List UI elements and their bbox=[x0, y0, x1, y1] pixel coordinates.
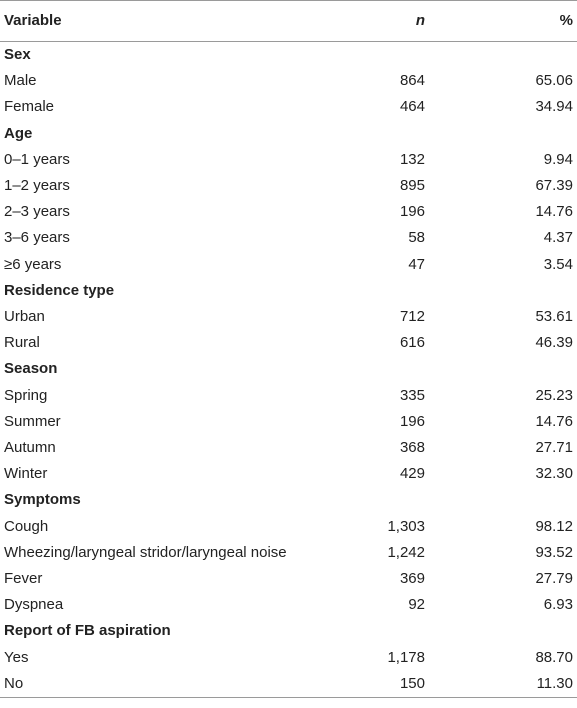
table-row bbox=[0, 383, 577, 409]
section-header-row bbox=[0, 618, 577, 644]
row-percent: 27.71 bbox=[535, 439, 573, 457]
empty-cell bbox=[334, 121, 429, 147]
table-row bbox=[0, 68, 577, 94]
table-row bbox=[0, 671, 577, 698]
row-percent: 4.37 bbox=[543, 229, 573, 247]
row-label: Winter bbox=[4, 465, 48, 483]
empty-cell bbox=[429, 487, 577, 513]
row-label: Male bbox=[4, 72, 37, 90]
section-header-row bbox=[0, 42, 577, 69]
row-count: 132 bbox=[399, 150, 425, 168]
row-percent: 32.30 bbox=[535, 465, 573, 483]
row-percent: 46.39 bbox=[535, 334, 573, 352]
row-count: 1,178 bbox=[387, 648, 425, 666]
row-count: 712 bbox=[399, 308, 425, 326]
row-label: Female bbox=[4, 98, 55, 116]
row-label: No bbox=[0, 671, 334, 698]
empty-cell bbox=[334, 618, 429, 644]
table-row bbox=[0, 540, 577, 566]
row-label: Summer bbox=[4, 412, 61, 430]
section-header-row bbox=[0, 278, 577, 304]
section-title: Report of FB aspiration bbox=[4, 622, 171, 640]
empty-cell bbox=[334, 278, 429, 304]
table-row bbox=[0, 461, 577, 487]
table-row bbox=[0, 199, 577, 225]
row-percent: 53.61 bbox=[535, 308, 573, 326]
row-label: 2–3 years bbox=[4, 203, 70, 221]
empty-cell bbox=[429, 42, 577, 69]
table-row bbox=[0, 566, 577, 592]
section-title: Season bbox=[4, 360, 58, 378]
row-label: ≥6 years bbox=[4, 255, 62, 273]
row-label: Yes bbox=[4, 648, 29, 666]
table-row bbox=[0, 225, 577, 251]
row-count: 864 bbox=[399, 72, 425, 90]
row-percent: 65.06 bbox=[535, 72, 573, 90]
section-header-row bbox=[0, 121, 577, 147]
row-label: Rural bbox=[4, 334, 40, 352]
row-percent: 98.12 bbox=[535, 517, 573, 535]
row-label: Autumn bbox=[4, 439, 56, 457]
row-percent: 14.76 bbox=[535, 203, 573, 221]
empty-cell bbox=[429, 121, 577, 147]
table-row bbox=[0, 147, 577, 173]
table-header-row bbox=[0, 1, 577, 42]
header-variable: Variable bbox=[0, 1, 334, 42]
row-percent: 67.39 bbox=[535, 177, 573, 195]
row-percent: 27.79 bbox=[535, 570, 573, 588]
row-percent: 93.52 bbox=[535, 543, 573, 561]
row-label: 1–2 years bbox=[4, 177, 70, 195]
row-count: 335 bbox=[399, 386, 425, 404]
row-count: 429 bbox=[399, 465, 425, 483]
section-title: Residence type bbox=[4, 281, 115, 299]
row-count: 150 bbox=[334, 671, 429, 698]
row-percent: 9.94 bbox=[543, 150, 573, 168]
row-count: 1,303 bbox=[387, 517, 425, 535]
table-row bbox=[0, 173, 577, 199]
row-count: 47 bbox=[408, 255, 425, 273]
row-percent: 34.94 bbox=[535, 98, 573, 116]
row-label: 3–6 years bbox=[4, 229, 70, 247]
section-title: Age bbox=[4, 124, 33, 142]
row-count: 369 bbox=[399, 570, 425, 588]
row-label: Urban bbox=[4, 308, 45, 326]
section-title: Sex bbox=[4, 46, 31, 63]
row-percent: 11.30 bbox=[429, 671, 577, 698]
row-percent: 25.23 bbox=[535, 386, 573, 404]
empty-cell bbox=[334, 42, 429, 69]
row-percent: 3.54 bbox=[543, 255, 573, 273]
empty-cell bbox=[334, 487, 429, 513]
table-row bbox=[0, 94, 577, 120]
row-count: 196 bbox=[399, 203, 425, 221]
header-n: n bbox=[334, 1, 429, 42]
table-row bbox=[0, 435, 577, 461]
row-count: 616 bbox=[399, 334, 425, 352]
table-row bbox=[0, 304, 577, 330]
row-label: Fever bbox=[4, 570, 43, 588]
table-body bbox=[0, 42, 577, 698]
section-title: Symptoms bbox=[4, 491, 81, 509]
row-label: Dyspnea bbox=[4, 596, 64, 614]
header-percent: % bbox=[429, 1, 577, 42]
row-count: 196 bbox=[399, 412, 425, 430]
empty-cell bbox=[429, 356, 577, 382]
table-row bbox=[0, 252, 577, 278]
row-percent: 88.70 bbox=[535, 648, 573, 666]
row-percent: 14.76 bbox=[535, 412, 573, 430]
table-row bbox=[0, 409, 577, 435]
row-count: 58 bbox=[408, 229, 425, 247]
row-count: 1,242 bbox=[387, 543, 425, 561]
row-count: 895 bbox=[399, 177, 425, 195]
empty-cell bbox=[334, 356, 429, 382]
table-row bbox=[0, 330, 577, 356]
row-percent: 6.93 bbox=[543, 596, 573, 614]
row-label: 0–1 years bbox=[4, 150, 70, 168]
row-count: 464 bbox=[399, 98, 425, 116]
row-label: Spring bbox=[4, 386, 48, 404]
row-count: 368 bbox=[399, 439, 425, 457]
table-row bbox=[0, 514, 577, 540]
row-label: Cough bbox=[4, 517, 49, 535]
row-label: Wheezing/laryngeal stridor/laryngeal noise bbox=[4, 543, 287, 561]
row-count: 92 bbox=[408, 596, 425, 614]
empty-cell bbox=[429, 278, 577, 304]
table-row bbox=[0, 645, 577, 671]
empty-cell bbox=[429, 618, 577, 644]
table-row bbox=[0, 592, 577, 618]
section-header-row bbox=[0, 487, 577, 513]
section-header-row bbox=[0, 356, 577, 382]
